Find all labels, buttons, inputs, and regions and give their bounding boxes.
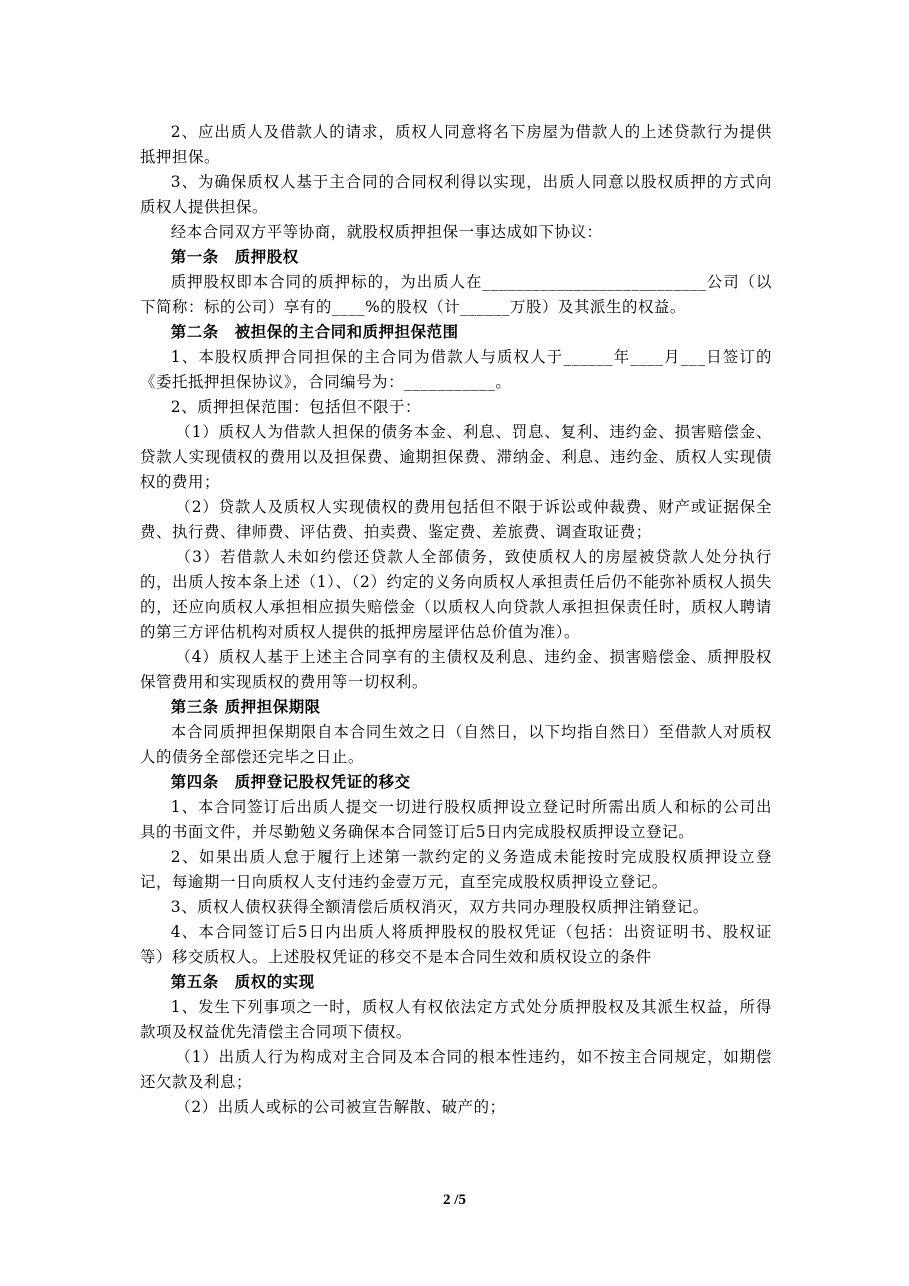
list-item-paragraph: （2）贷款人及质权人实现债权的费用包括但不限于诉讼或仲裁费、财产或证据保全费、执行费、律师费、评估费、拍卖费、鉴定费、差旅费、调查取证费； xyxy=(140,498,772,541)
list-item-paragraph: （3）若借款人未如约偿还贷款人全部债务，致使质权人的房屋被贷款人处分执行的，出质人按本条上述（1）、（2）约定的义务向质权人承担责任后仍不能弥补质权人损失的，还应向质权人承担相应损失赔偿金（以质权人向贷款人承担担保责任时，质权人聘请的第三方评估机构对质权人提供的抵押房屋评估总价值为准）。 xyxy=(140,548,772,641)
body-paragraph: 1、本合同签订后出质人提交一切进行股权质押设立登记时所需出质人和标的公司出具的书面文件，并尽勤勉义务确保本合同签订后5日内完成股权质押设立登记。 xyxy=(140,798,772,841)
body-paragraph: 经本合同双方平等协商，就股权质押担保一事达成如下协议： xyxy=(170,223,603,241)
body-paragraph: 3、为确保质权人基于主合同的合同权利得以实现，出质人同意以股权质押的方式向质权人提供担保。 xyxy=(140,173,772,216)
body-paragraph: 2、如果出质人怠于履行上述第一款约定的义务造成未能按时完成股权质押设立登记，每逾期一日向质权人支付违约金壹万元，直至完成股权质押设立登记。 xyxy=(140,848,772,891)
list-item-paragraph: （1）质权人为借款人担保的债务本金、利息、罚息、复利、违约金、损害赔偿金、贷款人实现债权的费用以及担保费、逾期担保费、滞纳金、利息、违约金、质权人实现债权的费用； xyxy=(140,423,772,491)
body-paragraph: 3、质权人债权获得全额清偿后质权消灭，双方共同办理股权质押注销登记。 xyxy=(170,898,709,916)
body-paragraph: 本合同质押担保期限自本合同生效之日（自然日，以下均指自然日）至借款人对质权人的债务全部偿还完毕之日止。 xyxy=(140,723,772,766)
body-paragraph: 4、本合同签订后5日内出质人将质押股权的股权凭证（包括：出资证明书、股权证等）移交质权人。上述股权凭证的移交不是本合同生效和质权设立的条件 xyxy=(140,923,772,966)
body-paragraph: 2、应出质人及借款人的请求，质权人同意将名下房屋为借款人的上述贷款行为提供抵押担保。 xyxy=(140,123,772,166)
section-heading: 第三条 质押担保期限 xyxy=(170,698,321,716)
document-body xyxy=(140,120,772,1120)
section-heading: 第一条 质押股权 xyxy=(170,248,299,266)
list-item-paragraph: （2）出质人或标的公司被宣告解散、破产的； xyxy=(175,1098,506,1116)
body-paragraph: 1、本股权质押合同担保的主合同为借款人与质权人于______年____月___日签订的《委托抵押担保协议》，合同编号为：___________。 xyxy=(140,348,772,391)
page-number: 2 /5 xyxy=(443,1192,466,1208)
list-item-paragraph: （1）出质人行为构成对主合同及本合同的根本性违约，如不按主合同规定，如期偿还欠款及利息； xyxy=(140,1048,772,1091)
section-heading: 第四条 质押登记股权凭证的移交 xyxy=(170,773,411,791)
list-item-paragraph: （4）质权人基于上述主合同享有的主债权及利息、违约金、损害赔偿金、质押股权保管费用和实现质权的费用等一切权利。 xyxy=(140,648,772,691)
section-heading: 第五条 质权的实现 xyxy=(170,973,315,991)
body-paragraph: 1、发生下列事项之一时，质权人有权依法定方式处分质押股权及其派生权益，所得款项及权益优先清偿主合同项下债权。 xyxy=(140,998,772,1041)
body-paragraph: 2、质押担保范围：包括但不限于： xyxy=(170,398,422,416)
body-paragraph: 质押股权即本合同的质押标的，为出质人在___________________________公司（以下简称：标的公司）享有的____%的股权（计______万股）及其派生的权益。 xyxy=(140,273,772,316)
section-heading: 第二条 被担保的主合同和质押担保范围 xyxy=(170,323,459,341)
